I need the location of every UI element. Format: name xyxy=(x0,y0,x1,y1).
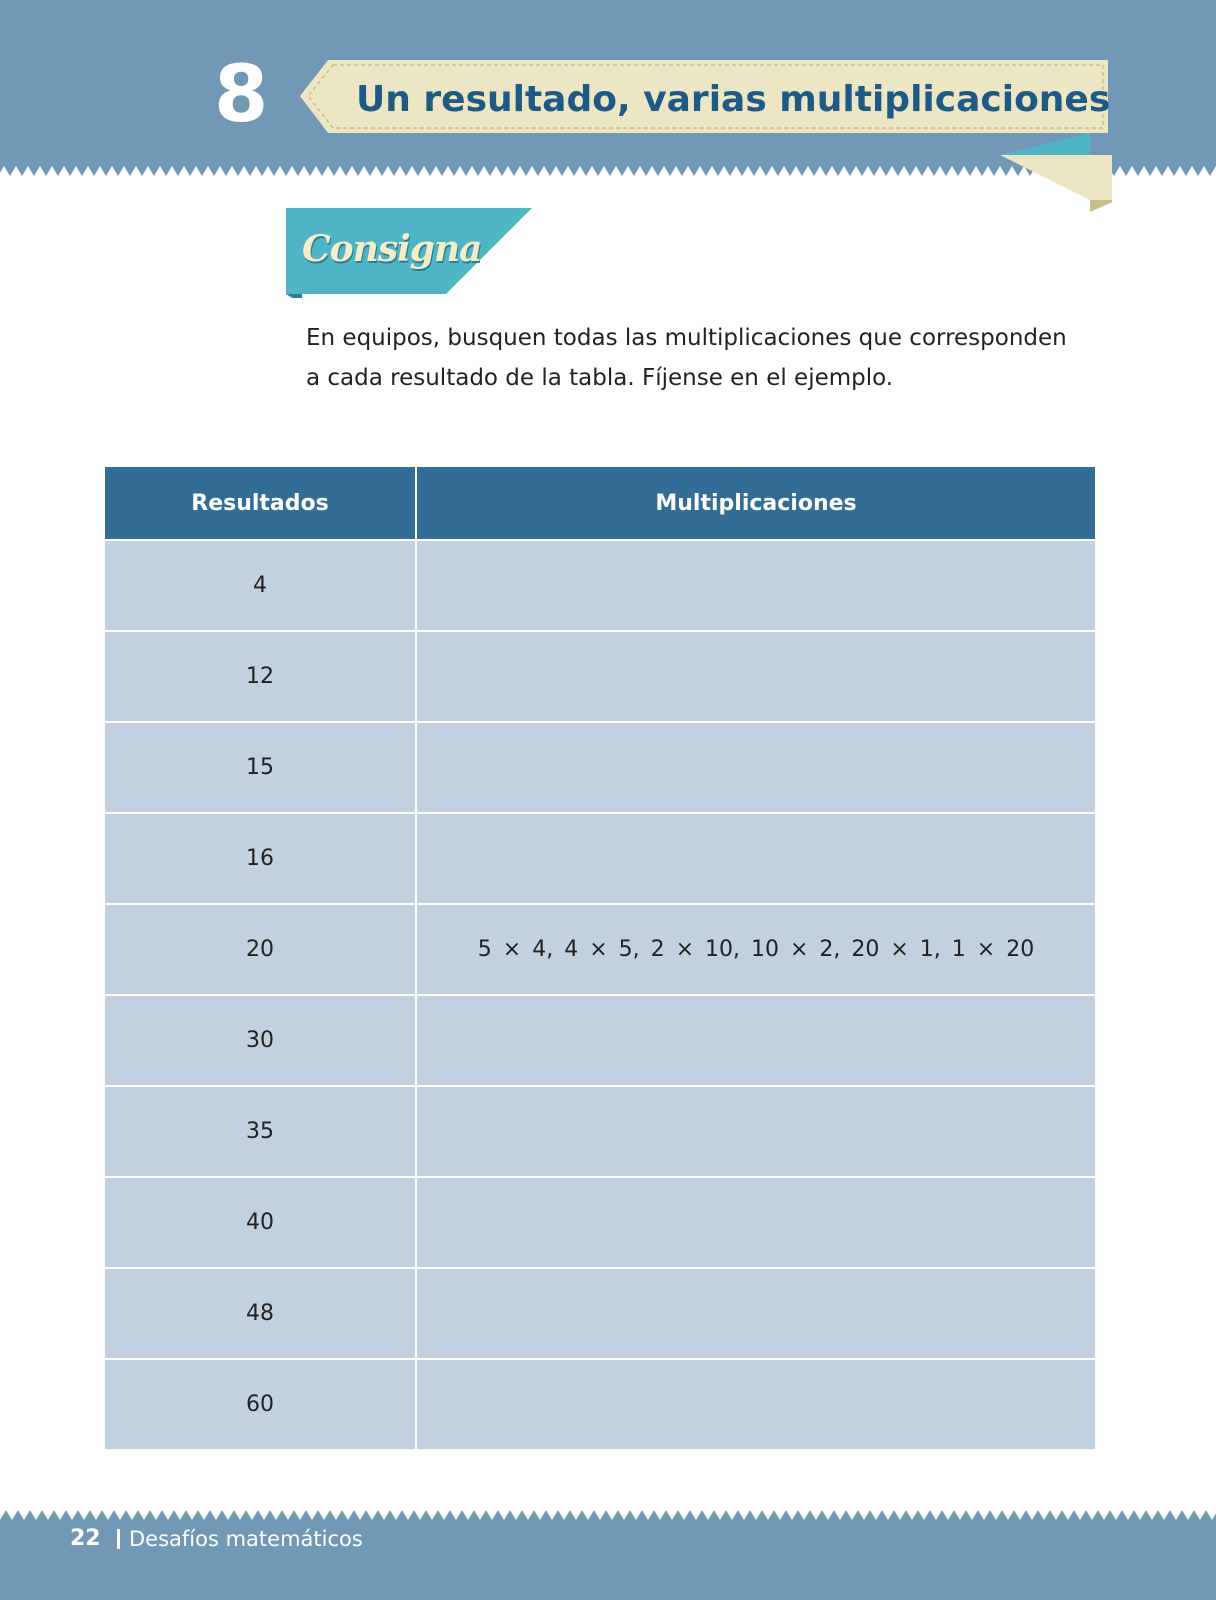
result-cell: 15 xyxy=(105,722,416,813)
table-header-row xyxy=(105,467,1095,540)
multiplications-cell xyxy=(416,722,1095,813)
lesson-title: Un resultado, varias multiplicaciones xyxy=(356,79,1111,120)
table-row xyxy=(105,995,1095,1086)
result-cell: 20 xyxy=(105,904,416,995)
multiplications-cell xyxy=(416,540,1095,631)
table-row xyxy=(105,1086,1095,1177)
consigna-label: Consigna xyxy=(302,228,482,270)
header-multiplications: Multiplicaciones xyxy=(416,467,1095,540)
multiplications-cell xyxy=(416,1086,1095,1177)
result-cell: 48 xyxy=(105,1268,416,1359)
instructions-text xyxy=(306,318,1106,398)
result-cell: 40 xyxy=(105,1177,416,1268)
lesson-number: 8 xyxy=(214,50,269,140)
result-cell: 60 xyxy=(105,1359,416,1449)
instructions-line-2: a cada resultado de la tabla. Fíjense en el ejemplo. xyxy=(306,365,894,391)
result-cell: 12 xyxy=(105,631,416,722)
result-cell: 35 xyxy=(105,1086,416,1177)
multiplications-cell xyxy=(416,1268,1095,1359)
instructions-line-1: En equipos, busquen todas las multiplicaciones que corresponden xyxy=(306,325,1067,351)
table-row xyxy=(105,813,1095,904)
table-row xyxy=(105,631,1095,722)
book-title: Desafíos matemáticos xyxy=(129,1527,363,1551)
result-cell: 4 xyxy=(105,540,416,631)
multiplications-cell-example: 5 × 4, 4 × 5, 2 × 10, 10 × 2, 20 × 1, 1 × 20 xyxy=(416,904,1095,995)
table-row xyxy=(105,1268,1095,1359)
multiplications-cell xyxy=(416,813,1095,904)
table-row xyxy=(105,1177,1095,1268)
table-row xyxy=(105,904,1095,995)
page-number: 22 xyxy=(70,1526,101,1551)
table-row xyxy=(105,540,1095,631)
header-results: Resultados xyxy=(105,467,416,540)
table-row xyxy=(105,1359,1095,1449)
table-row xyxy=(105,722,1095,813)
multiplications-cell xyxy=(416,631,1095,722)
results-table xyxy=(105,467,1095,1449)
result-cell: 30 xyxy=(105,995,416,1086)
footer-separator xyxy=(117,1529,120,1549)
multiplications-cell xyxy=(416,995,1095,1086)
multiplications-cell xyxy=(416,1359,1095,1449)
multiplications-cell xyxy=(416,1177,1095,1268)
result-cell: 16 xyxy=(105,813,416,904)
